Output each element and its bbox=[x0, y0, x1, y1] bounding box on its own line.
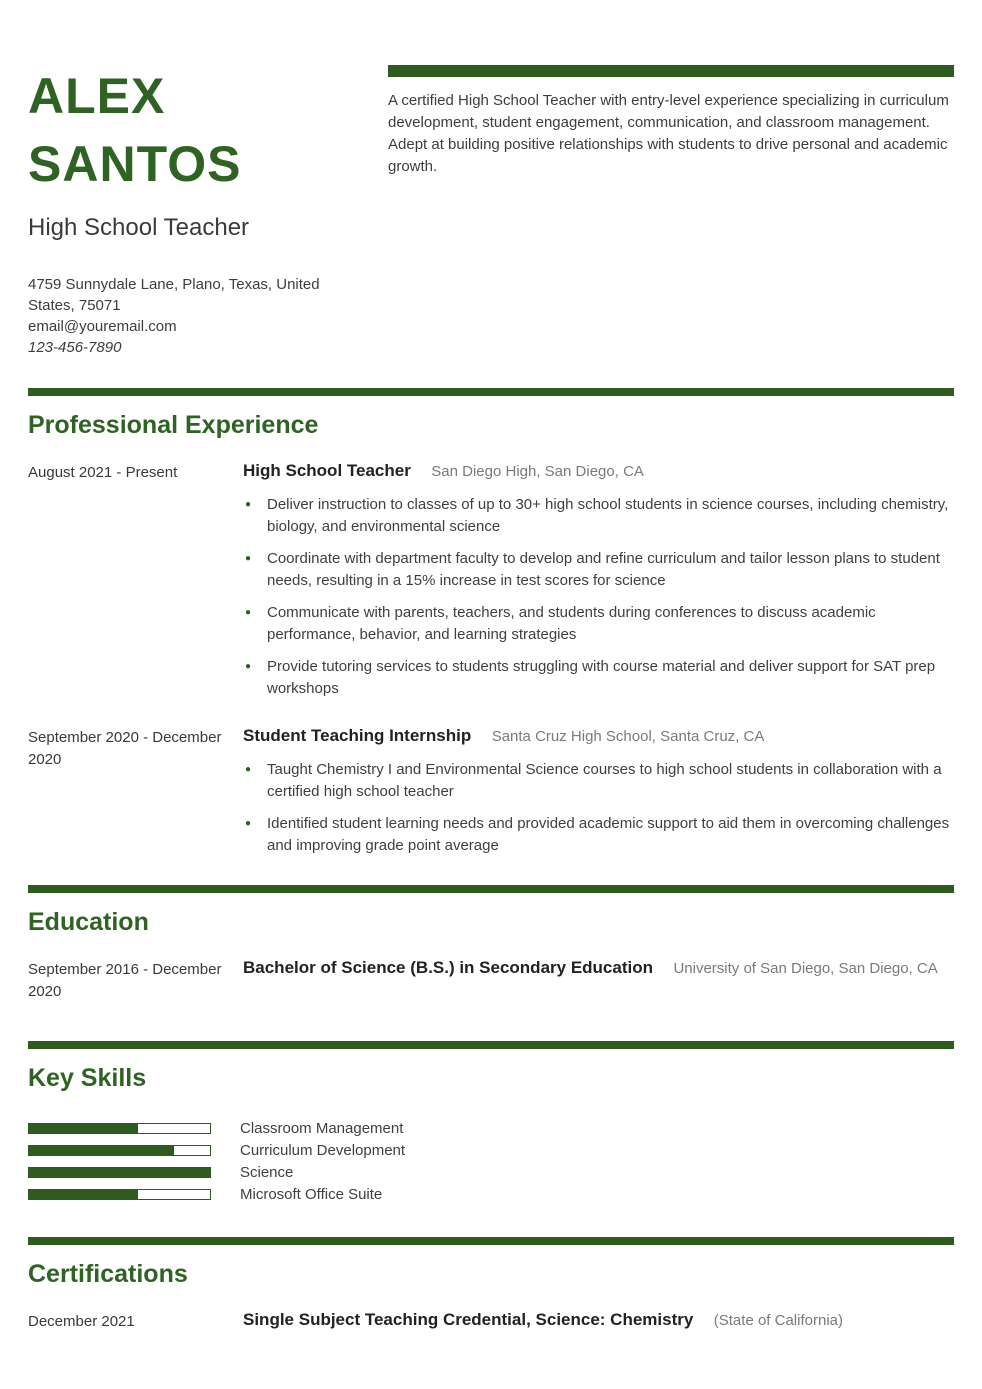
entry-role: High School Teacher bbox=[243, 461, 411, 480]
skill-level-track bbox=[28, 1145, 211, 1156]
entry-organization: San Diego High, San Diego, CA bbox=[431, 463, 644, 480]
entry-dates: September 2016 - December 2020 bbox=[28, 961, 222, 1000]
section-divider bbox=[28, 1237, 954, 1245]
skill-label: Science bbox=[240, 1163, 294, 1181]
bullet-item: ● Taught Chemistry I and Environmental Science courses to high school students in collaboration with a certified high school teacher bbox=[267, 759, 954, 803]
skill-row bbox=[28, 1139, 954, 1161]
contact-address-line1: 4759 Sunnydale Lane, Plano, Texas, United bbox=[28, 276, 320, 293]
section-education bbox=[28, 885, 954, 1003]
bullet-item: ● Deliver instruction to classes of up to 30+ high school students in science courses, including chemistry, biology, and environmental science bbox=[267, 494, 954, 538]
experience-entry bbox=[28, 461, 954, 700]
section-skills bbox=[28, 1041, 954, 1205]
contact-address-line2: States, 75071 bbox=[28, 297, 121, 314]
skill-level-fill bbox=[29, 1168, 210, 1177]
section-divider bbox=[28, 1041, 954, 1049]
skill-level-fill bbox=[29, 1146, 174, 1155]
section-title-education: Education bbox=[28, 908, 149, 936]
entry-degree: Bachelor of Science (B.S.) in Secondary Education bbox=[243, 958, 653, 977]
entry-headline bbox=[243, 461, 954, 481]
skills-list bbox=[28, 1117, 954, 1205]
entry-bullet-list bbox=[243, 494, 954, 700]
header-summary-column bbox=[388, 62, 954, 358]
contact-email: email@youremail.com bbox=[28, 318, 177, 335]
entry-headline bbox=[243, 958, 954, 978]
bullet-item: ● Identified student learning needs and provided academic support to aid them in overcoming challenges and improving grade point average bbox=[267, 813, 954, 857]
bullet-item: ● Communicate with parents, teachers, and students during conferences to discuss academic performance, behavior, and learning strategies bbox=[267, 602, 954, 646]
skill-label: Classroom Management bbox=[240, 1119, 404, 1137]
section-certifications bbox=[28, 1237, 954, 1333]
entry-role: Student Teaching Internship bbox=[243, 726, 472, 745]
bullet-item: ● Coordinate with department faculty to develop and refine curriculum and tailor lesson plans to student needs, resulting in a 15% increase in test scores for science bbox=[267, 548, 954, 592]
entry-organization: Santa Cruz High School, Santa Cruz, CA bbox=[491, 728, 765, 745]
section-divider bbox=[28, 388, 954, 396]
candidate-job-title: High School Teacher bbox=[28, 214, 250, 241]
profile-summary: A certified High School Teacher with entry-level experience specializing in curriculum development, student engagement, communication, and classroom management. Adept at building positive relationships with students to drive personal and academic growth. bbox=[388, 92, 949, 175]
entry-body bbox=[243, 958, 954, 1003]
contact-phone: 123-456-7890 bbox=[28, 339, 122, 356]
skill-level-track bbox=[28, 1167, 211, 1178]
resume-header bbox=[28, 0, 954, 358]
candidate-last-name: SANTOS bbox=[28, 136, 242, 192]
entry-dates: September 2020 - December 2020 bbox=[28, 729, 222, 768]
skill-row bbox=[28, 1117, 954, 1139]
entry-headline bbox=[243, 726, 954, 746]
section-title-skills: Key Skills bbox=[28, 1064, 147, 1092]
header-identity bbox=[28, 62, 360, 358]
entry-body bbox=[243, 726, 954, 857]
section-title-certifications: Certifications bbox=[28, 1260, 188, 1288]
skill-level-track bbox=[28, 1189, 211, 1200]
education-entry bbox=[28, 958, 954, 1003]
certification-entry bbox=[28, 1310, 954, 1333]
contact-block bbox=[28, 274, 360, 358]
experience-entry bbox=[28, 726, 954, 857]
skill-label: Curriculum Development bbox=[240, 1141, 406, 1159]
summary-accent-bar bbox=[388, 65, 954, 77]
skill-row bbox=[28, 1161, 954, 1183]
bullet-item: ● Provide tutoring services to students struggling with course material and deliver support for SAT prep workshops bbox=[267, 656, 954, 700]
entry-body bbox=[243, 461, 954, 700]
candidate-first-name: ALEX bbox=[28, 68, 166, 124]
skill-level-fill bbox=[29, 1190, 138, 1199]
section-title-experience: Professional Experience bbox=[28, 411, 319, 439]
entry-dates: August 2021 - Present bbox=[28, 464, 178, 481]
entry-headline bbox=[243, 1310, 954, 1330]
section-experience bbox=[28, 388, 954, 857]
entry-bullet-list bbox=[243, 759, 954, 857]
skill-level-track bbox=[28, 1123, 211, 1134]
entry-dates: December 2021 bbox=[28, 1313, 135, 1330]
section-divider bbox=[28, 885, 954, 893]
entry-body bbox=[243, 1310, 954, 1333]
skill-level-fill bbox=[29, 1124, 138, 1133]
certification-issuer: (State of California) bbox=[713, 1312, 843, 1329]
skill-label: Microsoft Office Suite bbox=[240, 1185, 383, 1203]
entry-school: University of San Diego, San Diego, CA bbox=[673, 960, 938, 977]
skill-row bbox=[28, 1183, 954, 1205]
certification-name: Single Subject Teaching Credential, Science: Chemistry bbox=[243, 1310, 694, 1329]
candidate-name bbox=[28, 62, 360, 198]
